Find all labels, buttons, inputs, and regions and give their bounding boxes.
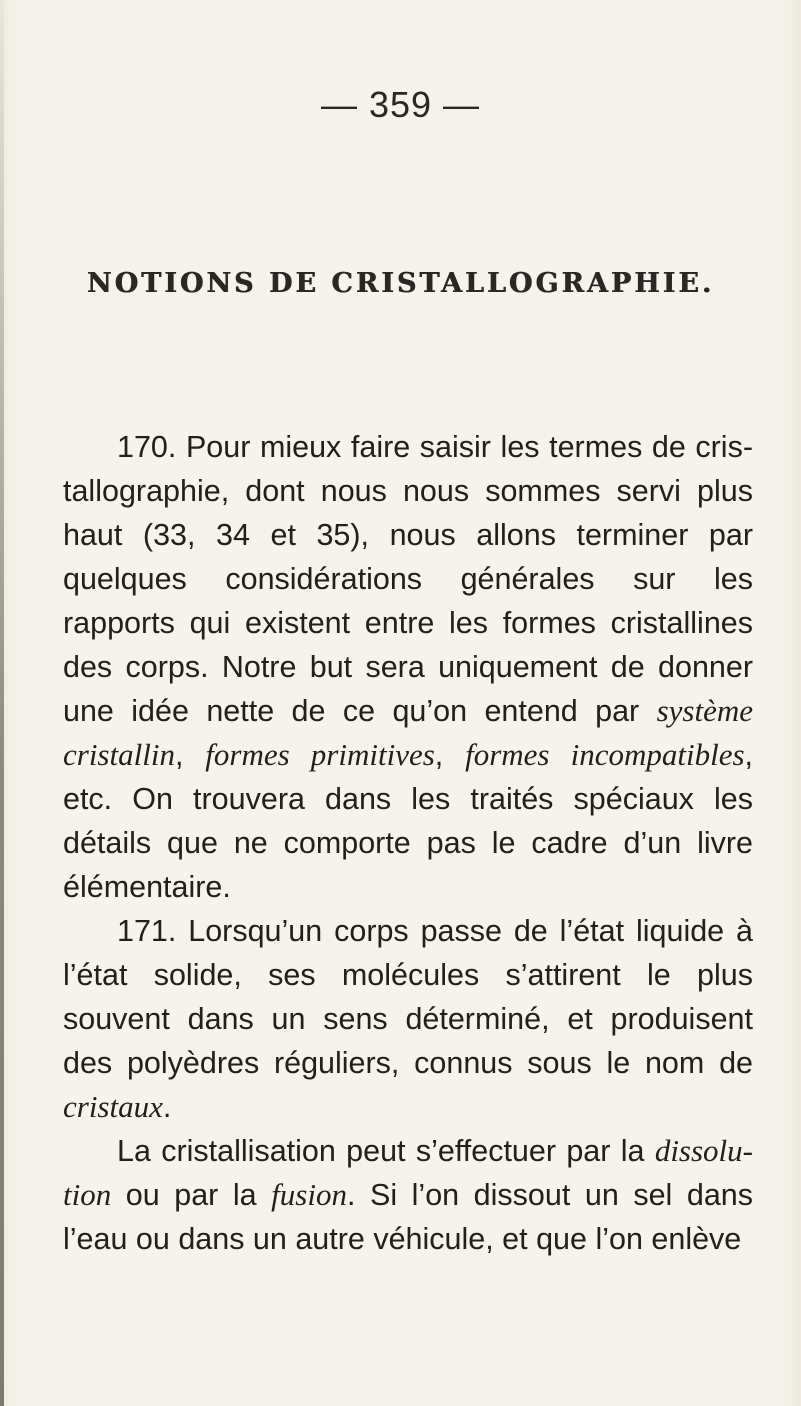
text-run: . xyxy=(162,1090,172,1124)
italic-term: cristaux xyxy=(63,1089,163,1124)
paragraph-cristallisation xyxy=(63,1129,753,1261)
text-run: . Si l’on dissout un sel dans l’eau ou dans un autre véhicule, et que l’on enlève xyxy=(63,1178,753,1256)
text-run: , xyxy=(434,738,466,772)
page-gutter-edge xyxy=(0,0,4,1406)
body-text xyxy=(63,425,753,1261)
paragraph-171 xyxy=(63,909,753,1129)
page-number: — 359 — xyxy=(320,84,481,125)
text-run: , xyxy=(174,738,206,772)
italic-term: formes primitives xyxy=(205,737,435,772)
text-run: Lorsqu’un corps passe de l’état liquide à l’état solide, ses molécules s’attirent le plus souvent dans un sens déterminé, et produisent des polyèdres réguliers, connus sous le nom de xyxy=(63,914,753,1080)
italic-term: fusion xyxy=(271,1177,347,1212)
italic-term: formes incompatibles xyxy=(465,737,745,772)
italic-term: système cristallin xyxy=(63,693,753,772)
paragraph-number: 170. xyxy=(117,430,177,464)
text-run: , etc. On trouvera dans les traités spéciaux les détails que ne comporte pas le cadre d’un livre élémentaire. xyxy=(63,738,754,904)
text-run: Pour mieux faire saisir les termes de cristallographie, dont nous nous sommes servi plus haut (33, 34 et 35), nous allons terminer par quelques considérations générales sur les rapports qui existent entre les formes cristallines des corps. Notre but sera uniquement de donner une idée nette de ce qu’on entend par xyxy=(63,430,753,728)
paragraph-170 xyxy=(63,425,753,909)
text-run: La cristallisation peut s’effectuer par la xyxy=(117,1134,655,1168)
italic-term: dissolution xyxy=(63,1133,753,1212)
paragraph-number: 171. xyxy=(117,914,177,948)
section-title: NOTIONS DE CRISTALLOGRAPHIE. xyxy=(86,268,715,299)
text-run: ou par la xyxy=(111,1178,272,1212)
